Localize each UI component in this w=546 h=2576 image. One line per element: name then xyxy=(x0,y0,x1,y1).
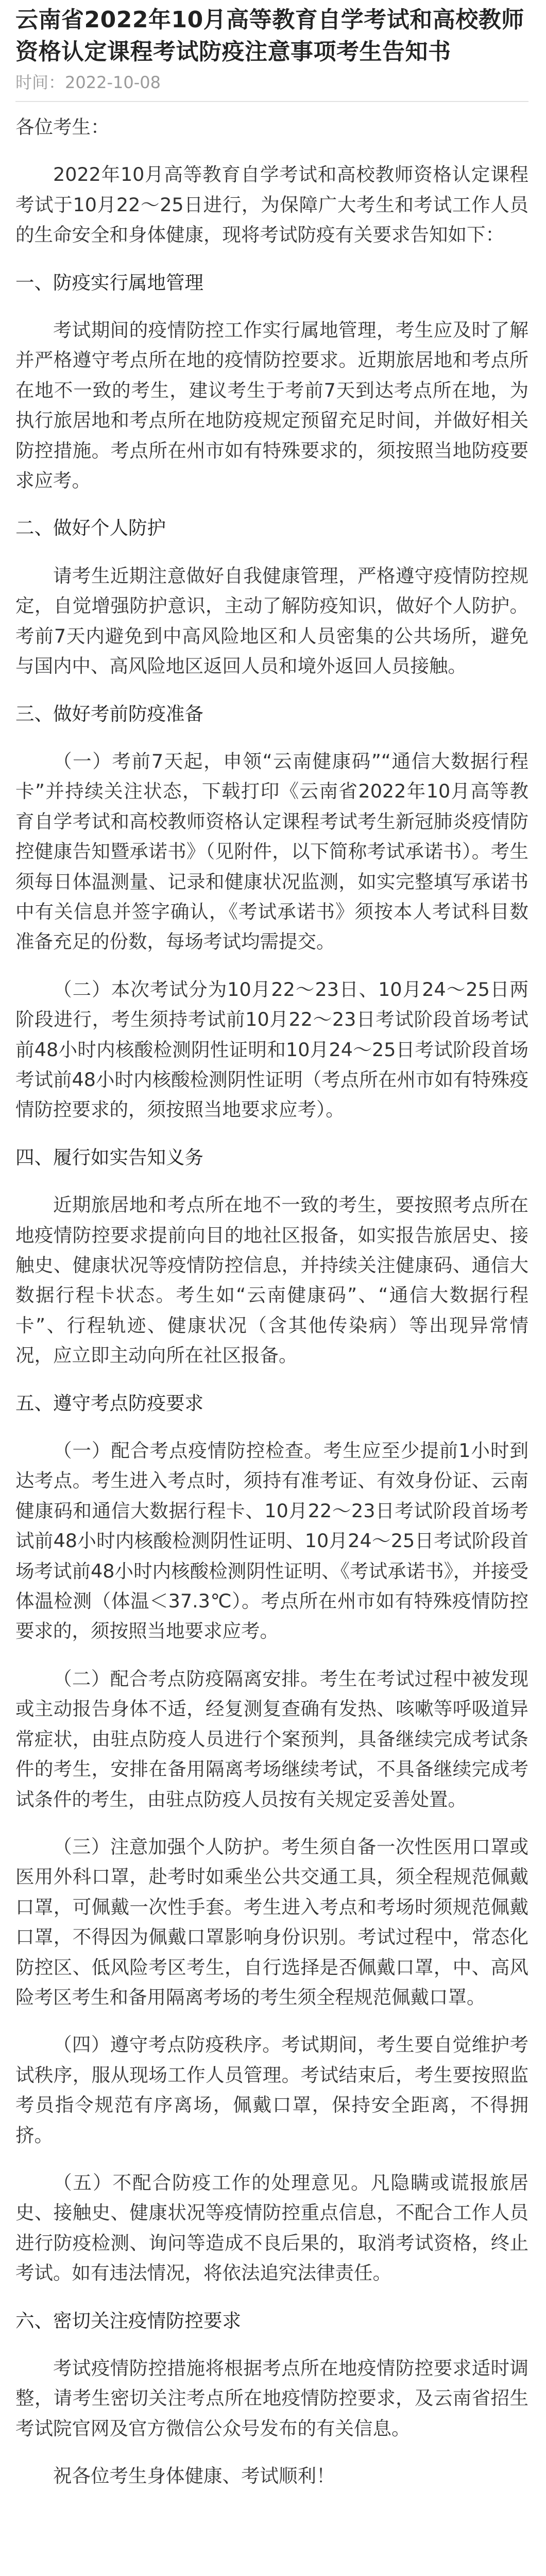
article-title: 云南省2022年10月高等教育自学考试和高校教师资格认定课程考试防疫注意事项考生告知书 xyxy=(15,7,524,65)
divider xyxy=(15,101,528,102)
section-5-paragraph-3: （三）注意加强个人防护。考生须自备一次性医用口罩或医用外科口罩，赴考时如乘坐公共交通工具，须全程规范佩戴口罩，可佩戴一次性手套。考生进入考点和考场时须规范佩戴口罩，不得因为佩戴口罩影响身份识别。考试过程中，常态化防控区、低风险考区考生，自行选择是否佩戴口罩，中、高风险考区考生和备用隔离考场的考生须全程规范佩戴口罩。 xyxy=(15,1835,528,2008)
salutation: 各位考生： xyxy=(15,116,110,138)
section-heading-4: 四、履行如实告知义务 xyxy=(15,1146,203,1168)
section-2-paragraph: 请考生近期注意做好自我健康管理，严格遵守疫情防控规定，自觉增强防护意识，主动了解防疫知识，做好个人防护。考前7天内避免到中高风险地区和人员密集的公共场所，避免与国内中、高风险地区返回人员和境外返回人员接触。 xyxy=(15,564,528,677)
section-5-paragraph-5: （五）不配合防疫工作的处理意见。凡隐瞒或谎报旅居史、接触史、健康状况等疫情防控重点信息，不配合工作人员进行防疫检测、询问等造成不良后果的，取消考试资格，终止考试。如有违法情况，将依法追究法律责任。 xyxy=(15,2171,528,2284)
section-5-paragraph-1: （一）配合考点疫情防控检查。考生应至少提前1小时到达考点。考生进入考点时，须持有准考证、有效身份证、云南健康码和通信大数据行程卡、10月22～23日考试阶段首场考试前48小时内核酸检测阴性证明、10月24～25日考试阶段首场考试前48小时内核酸检测阴性证明、《考试承诺书》，并接受体温检测（体温＜37.3℃）。考点所在州市如有特殊疫情防控要求的，须按照当地要求应考。 xyxy=(15,1439,528,1642)
intro-paragraph: 2022年10月高等教育自学考试和高校教师资格认定课程考试于10月22～25日进行，为保障广大考生和考试工作人员的生命安全和身体健康，现将考试防疫有关要求告知如下： xyxy=(15,163,528,246)
section-heading-2: 二、做好个人防护 xyxy=(15,517,166,539)
section-5-paragraph-2: （二）配合考点防疫隔离安排。考生在考试过程中被发现或主动报告身体不适，经复测复查确有发热、咳嗽等呼吸道异常症状，由驻点防疫人员进行个案预判，具备继续完成考试条件的考生，安排在备用隔离考场继续考试，不具备继续完成考试条件的考生，由驻点防疫人员按有关规定妥善处置。 xyxy=(15,1667,528,1810)
section-4-paragraph: 近期旅居地和考点所在地不一致的考生，要按照考点所在地疫情防控要求提前向目的地社区报备，如实报告旅居史、接触史、健康状况等疫情防控信息，并持续关注健康码、通信大数据行程卡状态。考生如“云南健康码”、“通信大数据行程卡”、行程轨迹、健康状况（含其他传染病）等出现异常情况，应立即主动向所在社区报备。 xyxy=(15,1194,528,1367)
section-heading-1: 一、防疫实行属地管理 xyxy=(15,271,203,294)
section-6-paragraph: 考试疫情防控措施将根据考点所在地疫情防控要求适时调整，请考生密切关注考点所在地疫情防控要求，及云南省招生考试院官网及官方微信公众号发布的有关信息。 xyxy=(15,2357,528,2439)
publish-time: 时间：2022-10-08 xyxy=(15,73,161,92)
section-heading-3: 三、做好考前防疫准备 xyxy=(15,702,203,725)
section-1-paragraph: 考试期间的疫情防控工作实行属地管理，考生应及时了解并严格遵守考点所在地的疫情防控要求。近期旅居地和考点所在地不一致的考生，建议考生于考前7天到达考点所在地，为执行旅居地和考点所在地防疫规定预留充足时间，并做好相关防控措施。考点所在州市如有特殊要求的，须按照当地防疫要求应考。 xyxy=(15,319,528,492)
section-5-paragraph-4: （四）遵守考点防疫秩序。考试期间，考生要自觉维护考试秩序，服从现场工作人员管理。考试结束后，考生要按照监考员指令规范有序离场，佩戴口罩，保持安全距离，不得拥挤。 xyxy=(15,2033,528,2146)
section-heading-6: 六、密切关注疫情防控要求 xyxy=(15,2309,241,2332)
section-3-paragraph-1: （一）考前7天起，申领“云南健康码”“通信大数据行程卡”并持续关注状态，下载打印《云南省2022年10月高等教育自学考试和高校教师资格认定课程考试考生新冠肺炎疫情防控健康告知暨承诺书》（见附件，以下简称考试承诺书）。考生须每日体温测量、记录和健康状况监测，如实完整填写承诺书中有关信息并签字确认，《考试承诺书》须按本人考试科目数准备充足的份数，每场考试均需提交。 xyxy=(15,750,528,953)
closing-line: 祝各位考生身体健康、考试顺利！ xyxy=(53,2465,335,2487)
section-heading-5: 五、遵守考点防疫要求 xyxy=(15,1392,203,1414)
section-3-paragraph-2: （二）本次考试分为10月22～23日、10月24～25日两阶段进行，考生须持考试前10月22～23日考试阶段首场考试前48小时内核酸检测阴性证明和10月24～25日考试阶段首场考试前48小时内核酸检测阴性证明（考点所在州市如有特殊疫情防控要求的，须按照当地要求应考）。 xyxy=(15,978,528,1121)
